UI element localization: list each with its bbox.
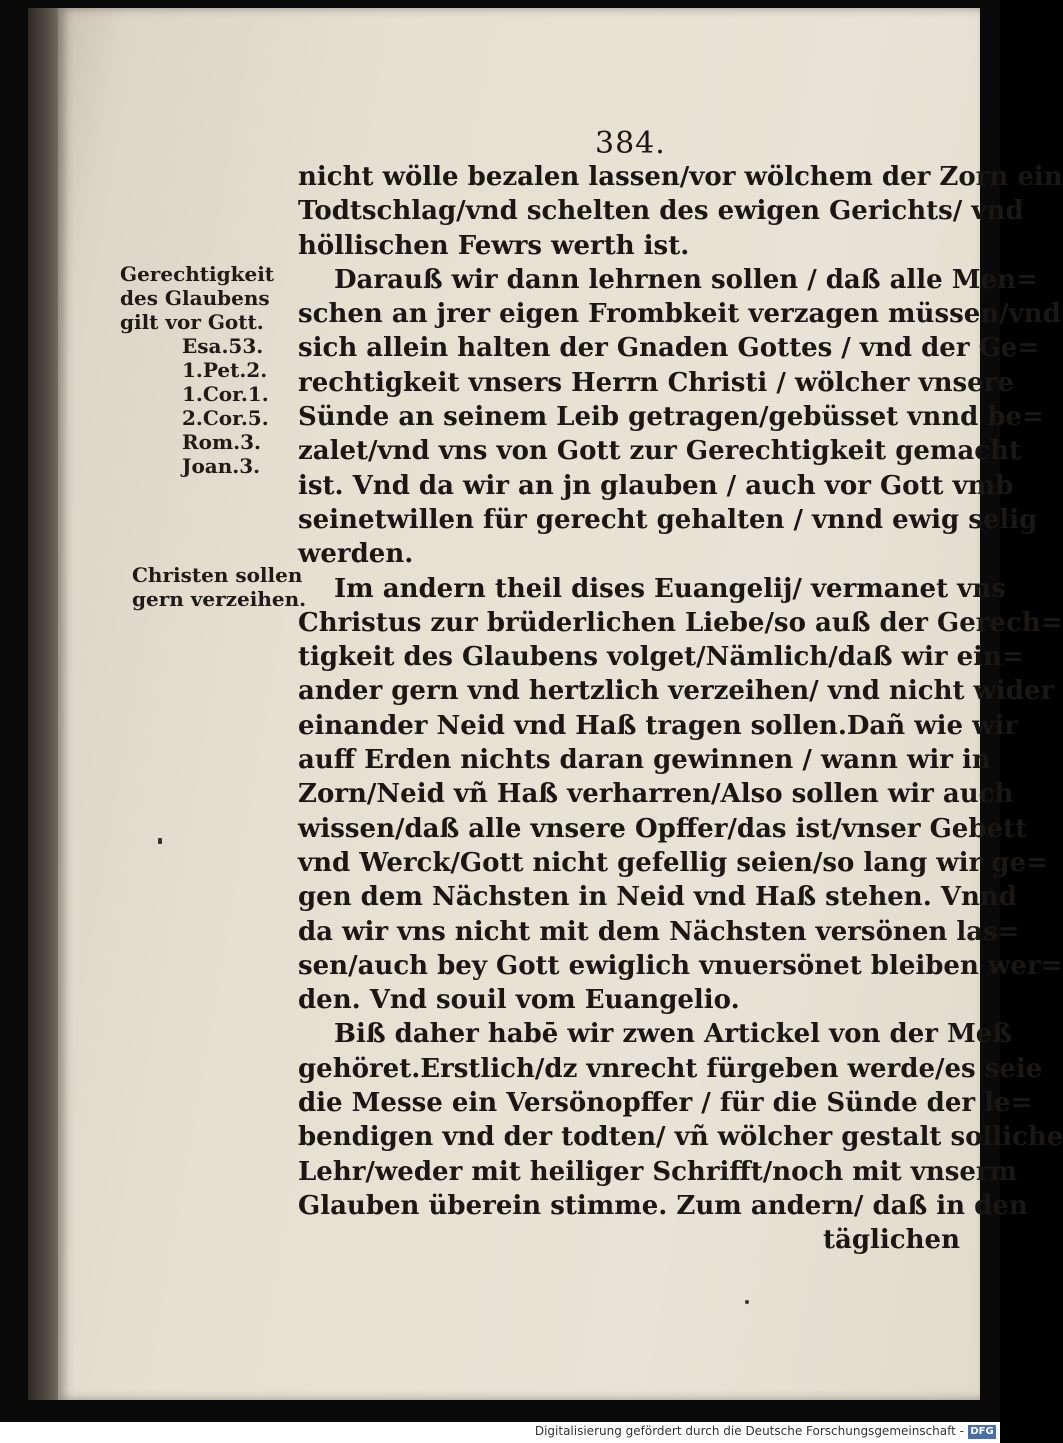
scripture-reference: Joan.3.: [182, 454, 261, 478]
catchword: täglichen: [823, 1225, 960, 1256]
text-line: einander Neid vnd Haß tragen sollen.Dañ wie wir: [298, 710, 1019, 741]
scripture-reference: 2.Cor.5.: [182, 406, 269, 430]
text-line: Glauben überein stimme. Zum andern/ daß in den: [298, 1190, 1028, 1221]
text-line: Christus zur brüderlichen Liebe/so auß der Gerech=: [298, 607, 1063, 638]
marginal-heading-line: gilt vor Gott.: [120, 310, 264, 334]
text-line: Darauß wir dann lehrnen sollen / daß alle Men=: [334, 264, 1038, 295]
marginal-note-righteousness: [120, 262, 274, 478]
text-line: seinetwillen für gerecht gehalten / vnnd ewig selig: [298, 504, 1038, 535]
scripture-reference: 1.Pet.2.: [182, 358, 268, 382]
text-line: sich allein halten der Gnaden Gottes / vnd der Ge=: [298, 333, 1040, 364]
marginal-note-forgiveness: [132, 563, 306, 611]
text-line: Todtschlag/vnd schelten des ewigen Gerichts/ vnd: [298, 196, 1024, 227]
text-line: ist. Vnd da wir an jn glauben / auch vor Gott vmb: [298, 470, 1014, 501]
text-line: Zorn/Neid vñ Haß verharren/Also sollen wir auch: [298, 779, 1014, 810]
text-line: zalet/vnd vns von Gott zur Gerechtigkeit gemacht: [298, 436, 1022, 467]
text-line: werden.: [298, 539, 414, 570]
text-line: Sünde an seinem Leib getragen/gebüsset vnnd be=: [298, 402, 1044, 433]
text-line: wissen/daß alle vnsere Opffer/das ist/vnser Gebett: [298, 813, 1028, 844]
text-line: die Messe ein Versönopffer / für die Sünde der le=: [298, 1088, 1033, 1119]
text-line: Im andern theil dises Euangelij/ vermanet vns: [334, 573, 1006, 604]
marginal-heading-line: Christen sollen: [132, 563, 303, 587]
text-line: den. Vnd souil vom Euangelio.: [298, 985, 740, 1016]
marginal-heading-line: gern verzeihen.: [132, 587, 307, 611]
text-line: schen an jrer eigen Frombkeit verzagen müssen/vnd: [298, 299, 1061, 330]
text-line: Biß daher habē wir zwen Artickel von der Meß: [334, 1019, 1013, 1050]
scripture-reference: Rom.3.: [182, 430, 261, 454]
text-line: nicht wölle bezalen lassen/vor wölchem der Zorn ein: [298, 162, 1063, 192]
text-line: höllischen Fewrs werth ist.: [298, 230, 690, 261]
text-line: gen dem Nächsten in Neid vnd Haß stehen. Vnnd: [298, 882, 1017, 913]
page-number: 384.: [595, 126, 666, 161]
text-line: rechtigkeit vnsers Herrn Christi / wölcher vnsere: [298, 367, 1014, 398]
text-line: vnd Werck/Gott nicht gefellig seien/so lang wir ge=: [298, 847, 1048, 878]
ink-dot: [745, 1300, 749, 1304]
text-line: Lehr/weder mit heiliger Schrifft/noch mit vnserm: [298, 1156, 1018, 1187]
scripture-reference: Esa.53.: [182, 334, 264, 358]
text-line: tigkeit des Glaubens volget/Nämlich/daß wir ein=: [298, 642, 1024, 673]
body-text: [298, 160, 1063, 1258]
ink-speck: [158, 838, 162, 844]
text-line: auff Erden nichts daran gewinnen / wann wir in: [298, 745, 991, 776]
funding-credit: Digitalisierung gefördert durch die Deutsche Forschungsgemeinschaft -: [534, 1424, 964, 1438]
text-line: ander gern vnd hertzlich verzeihen/ vnd nicht wider: [298, 676, 1055, 707]
footer-bar: [0, 1422, 1000, 1443]
marginal-heading-line: des Glaubens: [120, 286, 270, 310]
text-line: bendigen vnd der todten/ vñ wölcher gestalt solliche: [298, 1122, 1063, 1153]
text-line: gehöret.Erstlich/dz vnrecht fürgeben werde/es seie: [298, 1053, 1043, 1084]
scripture-reference: 1.Cor.1.: [182, 382, 269, 406]
text-line: sen/auch bey Gott ewiglich vnuersönet bleiben wer=: [298, 950, 1063, 981]
marginal-heading-line: Gerechtigkeit: [120, 262, 275, 286]
dfg-logo: DFG: [968, 1425, 996, 1439]
text-line: da wir vns nicht mit dem Nächsten versönen las=: [298, 916, 1020, 947]
